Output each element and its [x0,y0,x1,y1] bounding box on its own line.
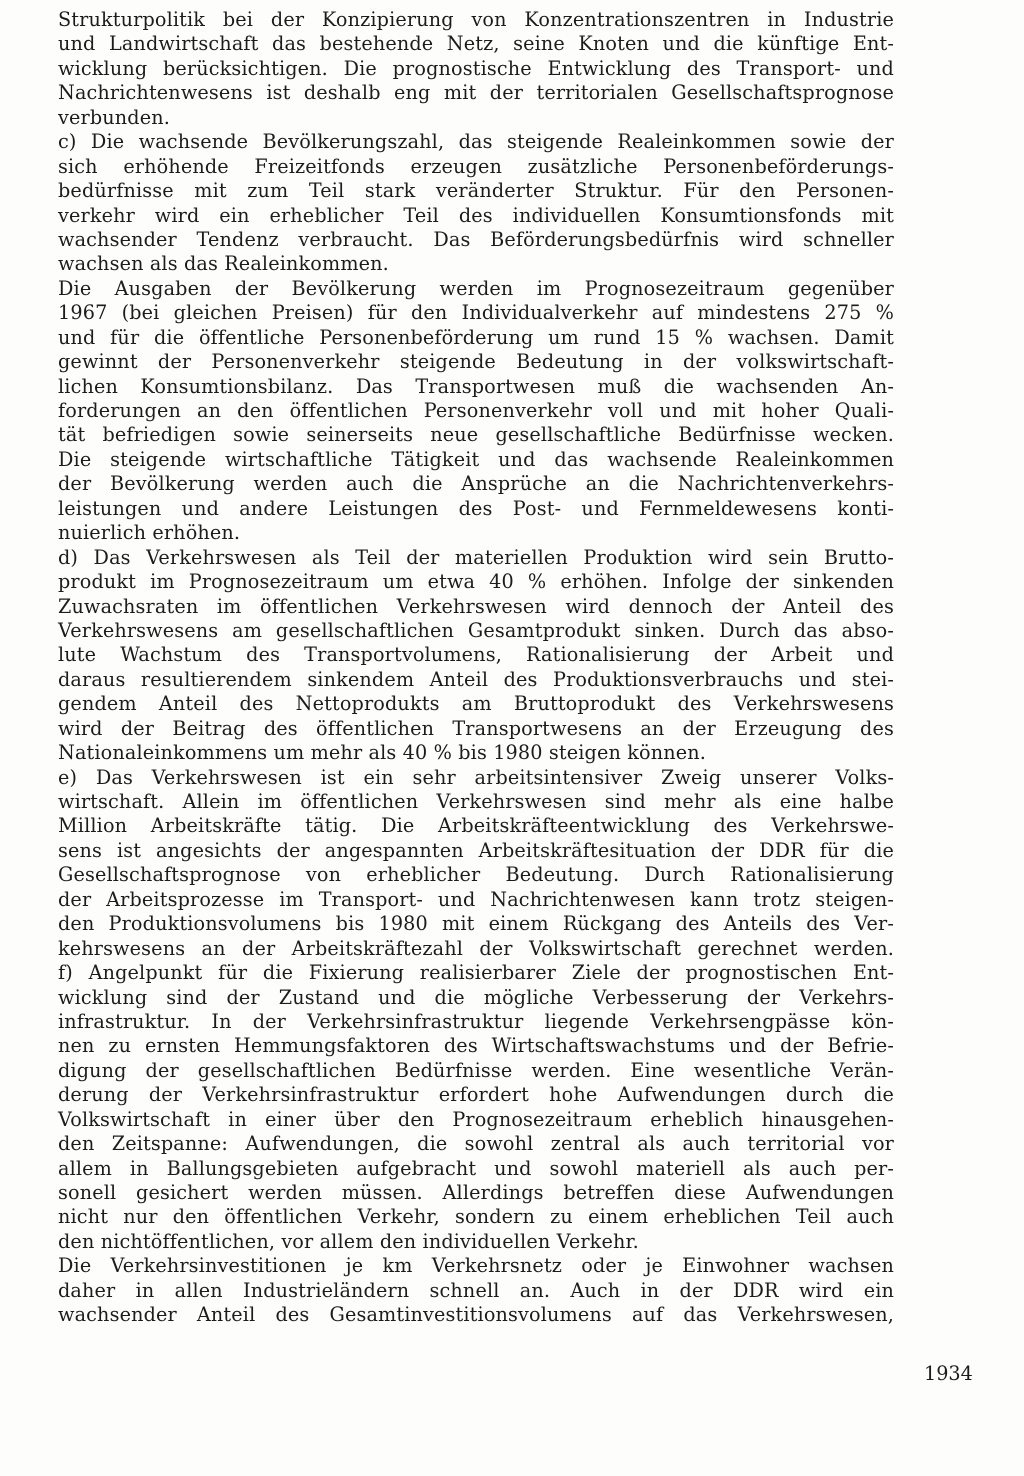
text-line: kehrswesens an der Arbeitskräftezahl der Volkswirtschaft gerechnet werden. [58,936,894,960]
text-line: gendem Anteil des Nettoprodukts am Bruttoprodukt des Verkehrswesens [58,692,894,716]
text-line: daraus resultierendem sinkendem Anteil des Produktionsverbrauchs und stei- [58,667,894,691]
text-line: der Bevölkerung werden auch die Ansprüche an die Nachrichtenverkehrs- [58,472,894,496]
text-line: wachsender Tendenz verbraucht. Das Beförderungsbedürfnis wird schneller [58,227,894,251]
text-line: Nachrichtenwesens ist deshalb eng mit der territorialen Gesellschaftsprognose [58,81,894,105]
text-line: Volkswirtschaft in einer über den Prognosezeitraum erheblich hinausgehen- [58,1107,894,1131]
text-line: wird der Beitrag des öffentlichen Transportwesens an der Erzeugung des [58,716,894,740]
text-line: wachsender Anteil des Gesamtinvestitionsvolumens auf das Verkehrswesen, [58,1303,894,1327]
text-line: 1967 (bei gleichen Preisen) für den Individualverkehr auf mindestens 275 % [58,301,894,325]
text-line: den Zeitspanne: Aufwendungen, die sowohl zentral als auch territorial vor [58,1132,894,1156]
text-line: Die Ausgaben der Bevölkerung werden im Prognosezeitraum gegenüber [58,276,894,300]
text-line: den Produktionsvolumens bis 1980 mit einem Rückgang des Anteils des Ver- [58,912,894,936]
text-line: sich erhöhende Freizeitfonds erzeugen zusätzliche Personenbeförderungs- [58,154,894,178]
text-line: Nationaleinkommens um mehr als 40 % bis 1980 steigen können. [58,741,706,765]
text-line: Million Arbeitskräfte tätig. Die Arbeitskräfteentwicklung des Verkehrswe- [58,814,894,838]
text-line: wicklung sind der Zustand und die mögliche Verbesserung der Verkehrs- [58,985,894,1009]
text-line: f) Angelpunkt für die Fixierung realisierbarer Ziele der prognostischen Ent- [58,961,894,985]
text-line: derung der Verkehrsinfrastruktur erfordert hohe Aufwendungen durch die [58,1083,894,1107]
text-line: Strukturpolitik bei der Konzipierung von Konzentrationszentren in Industrie [58,8,894,31]
text-line: gewinnt der Personenverkehr steigende Bedeutung in der volkswirtschaft- [58,350,894,374]
text-line: e) Das Verkehrswesen ist ein sehr arbeitsintensiver Zweig unserer Volks- [58,765,894,789]
text-line: nicht nur den öffentlichen Verkehr, sondern zu einem erheblichen Teil auch [58,1205,894,1229]
text-line: den nichtöffentlichen, vor allem den individuellen Verkehr. [58,1229,639,1253]
text-line: digung der gesellschaftlichen Bedürfnisse werden. Eine wesentliche Verän- [58,1058,894,1082]
text-line: c) Die wachsende Bevölkerungszahl, das steigende Realeinkommen sowie der [58,130,894,154]
text-line: leistungen und andere Leistungen des Post- und Fernmeldewesens konti- [58,496,894,520]
text-line: produkt im Prognosezeitraum um etwa 40 % erhöhen. Infolge der sinkenden [58,570,894,594]
text-line: Verkehrswesens am gesellschaftlichen Gesamtprodukt sinken. Durch das abso- [58,618,894,642]
text-line: verbunden. [58,105,170,129]
body-text [58,8,894,1328]
text-line: wicklung berücksichtigen. Die prognostische Entwicklung des Transport- und [58,56,894,80]
text-line: wirtschaft. Allein im öffentlichen Verkehrswesen sind mehr als eine halbe [58,790,894,813]
text-line: tät befriedigen sowie seinerseits neue gesellschaftliche Bedürfnisse wecken. [58,423,894,447]
text-line: nen zu ernsten Hemmungsfaktoren des Wirtschaftswachstums und der Befrie- [58,1034,894,1058]
text-line: verkehr wird ein erheblicher Teil des individuellen Konsumtionsfonds mit [58,203,894,227]
text-line: und Landwirtschaft das bestehende Netz, seine Knoten und die künftige Ent- [58,32,894,56]
text-line: infrastruktur. In der Verkehrsinfrastruktur liegende Verkehrsengpässe kön- [58,1009,894,1033]
text-line: Die steigende wirtschaftliche Tätigkeit und das wachsende Realeinkommen [58,447,894,471]
text-line: bedürfnisse mit zum Teil stark veränderter Struktur. Für den Personen- [58,179,894,203]
text-line: lute Wachstum des Transportvolumens, Rationalisierung der Arbeit und [58,643,894,667]
text-line: Gesellschaftsprognose von erheblicher Bedeutung. Durch Rationalisierung [58,863,894,887]
text-line: daher in allen Industrieländern schnell an. Auch in der DDR wird ein [58,1278,894,1302]
text-line: Die Verkehrsinvestitionen je km Verkehrsnetz oder je Einwohner wachsen [58,1254,894,1278]
text-line: Zuwachsraten im öffentlichen Verkehrswesen wird dennoch der Anteil des [58,594,894,618]
text-line: der Arbeitsprozesse im Transport- und Nachrichtenwesen kann trotz steigen- [58,887,894,911]
text-line: lichen Konsumtionsbilanz. Das Transportwesen muß die wachsenden An- [58,374,894,398]
text-line: wachsen als das Realeinkommen. [58,252,389,276]
text-line: sonell gesichert werden müssen. Allerdings betreffen diese Aufwendungen [58,1181,894,1204]
page-number: 1934 [924,1362,973,1385]
text-line: und für die öffentliche Personenbeförderung um rund 15 % wachsen. Damit [58,325,894,349]
text-line: forderungen an den öffentlichen Personenverkehr voll und mit hoher Quali- [58,399,894,422]
text-line: nuierlich erhöhen. [58,521,241,545]
text-line: allem in Ballungsgebieten aufgebracht und sowohl materiell als auch per- [58,1156,894,1180]
text-line: d) Das Verkehrswesen als Teil der materiellen Produktion wird sein Brutto- [58,545,894,569]
text-line: sens ist angesichts der angespannten Arbeitskräftesituation der DDR für die [58,838,894,862]
